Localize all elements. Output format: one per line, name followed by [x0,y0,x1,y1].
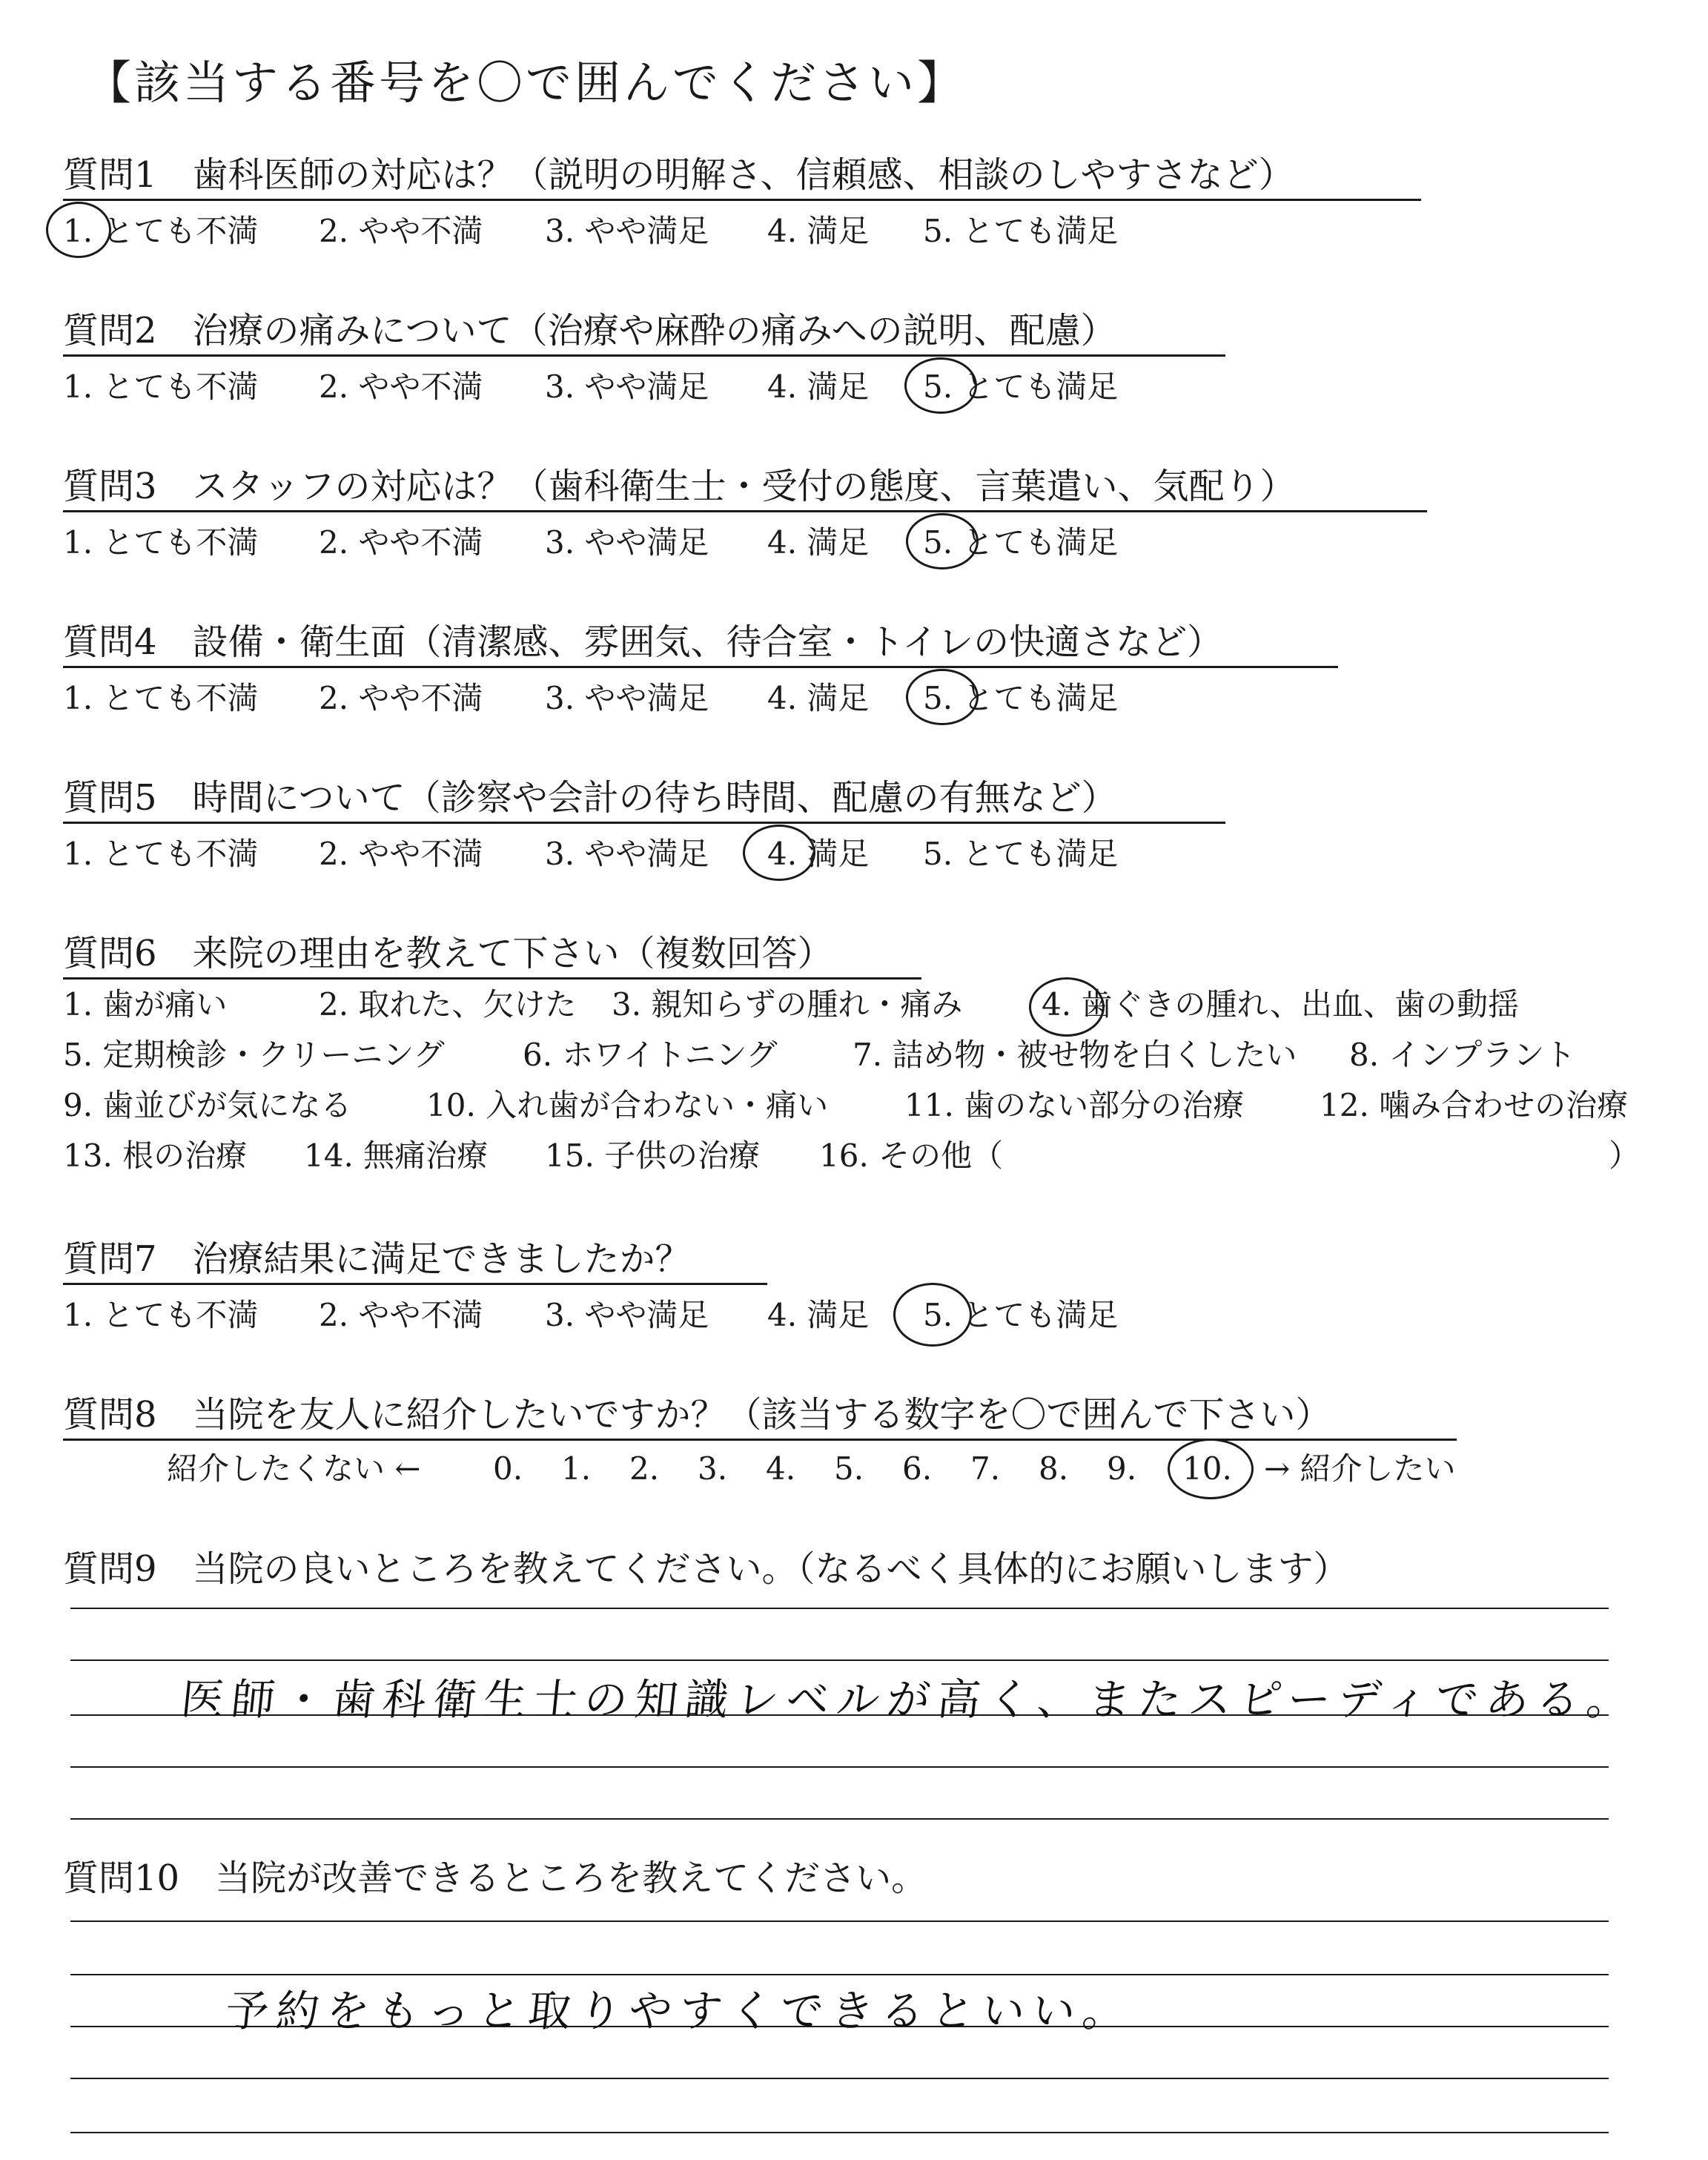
question-6-underline [63,977,921,980]
q2-answer-circle [904,357,977,414]
q6-option-12[interactable]: 12. 噛み合わせの治療 [1320,1087,1629,1123]
q8-score-4[interactable]: 4. [766,1450,796,1487]
q6-option-5[interactable]: 5. 定期検診・クリーニング [63,1037,445,1073]
q5-answer-circle [743,825,815,881]
q4-answer-circle [906,669,979,725]
q10-answer-line-2 [70,1974,1609,1975]
q10-answer-line-4 [70,2078,1609,2079]
question-7-underline [63,1283,767,1285]
question-7-label: 質問7 治療結果に満足できましたか？ [63,1238,691,1280]
question-1-underline [63,199,1421,201]
q8-score-1[interactable]: 1. [561,1450,592,1487]
q8-score-9[interactable]: 9. [1107,1450,1137,1487]
q6-option-6[interactable]: 6. ホワイトニング [523,1037,778,1073]
question-2-underline [63,354,1225,357]
q6-option-16-close-paren: ） [1609,1137,1641,1174]
q9-answer-line-4 [70,1766,1609,1768]
q6-option-1[interactable]: 1. 歯が痛い [63,986,228,1023]
question-1-label: 質問1 歯科医師の対応は？（説明の明解さ、信頼感、相談のしやすさなど） [63,154,1294,196]
q1-option-2[interactable]: 2. やや不満 [319,213,483,249]
q8-score-5[interactable]: 5. [834,1450,864,1487]
q6-option-9[interactable]: 9. 歯並びが気になる [63,1087,352,1123]
q8-score-2[interactable]: 2. [629,1450,660,1487]
page-title: 【該当する番号を〇で囲んでください】 [85,56,967,110]
q6-option-11[interactable]: 11. 歯のない部分の治療 [904,1087,1245,1123]
q2-option-3[interactable]: 3. やや満足 [545,369,709,405]
q2-option-5[interactable]: 5. とても満足 [923,369,1119,405]
q7-option-2[interactable]: 2. やや不満 [319,1297,483,1333]
q1-option-4[interactable]: 4. 満足 [767,213,870,249]
question-6-label: 質問6 来院の理由を教えて下さい（複数回答） [63,933,833,974]
q2-option-2[interactable]: 2. やや不満 [319,369,483,405]
q3-option-1[interactable]: 1. とても不満 [63,524,259,561]
q6-option-2[interactable]: 2. 取れた、欠けた [319,986,577,1023]
question-2-label: 質問2 治療の痛みについて（治療や麻酔の痛みへの説明、配慮） [63,310,1116,351]
question-4-label: 質問4 設備・衛生面（清潔感、雰囲気、待合室・トイレの快適さなど） [63,621,1223,663]
q7-option-5[interactable]: 5. とても満足 [923,1297,1119,1333]
q10-answer-line-5 [70,2132,1609,2133]
question-9-label: 質問9 当院の良いところを教えてください。（なるべく具体的にお願いします） [63,1548,1349,1590]
q7-option-3[interactable]: 3. やや満足 [545,1297,709,1333]
q6-option-15[interactable]: 15. 子供の治療 [545,1137,761,1174]
q8-score-10[interactable]: 10. [1182,1450,1232,1487]
q5-option-5[interactable]: 5. とても満足 [923,836,1119,872]
q3-option-2[interactable]: 2. やや不満 [319,524,483,561]
q4-option-4[interactable]: 4. 満足 [767,680,870,716]
q2-option-4[interactable]: 4. 満足 [767,369,870,405]
question-10-label: 質問10 当院が改善できるところを教えてください。 [63,1857,927,1899]
q5-option-2[interactable]: 2. やや不満 [319,836,483,872]
q6-option-16[interactable]: 16. その他（ [819,1137,1004,1174]
q1-option-5[interactable]: 5. とても満足 [923,213,1119,249]
q6-option-10[interactable]: 10. 入れ歯が合わない・痛い [426,1087,829,1123]
q6-option-8[interactable]: 8. インプラント [1349,1037,1576,1073]
question-8-label: 質問8 当院を友人に紹介したいですか？（該当する数字を〇で囲んで下さい） [63,1394,1331,1436]
q6-option-13[interactable]: 13. 根の治療 [63,1137,248,1174]
q6-option-4[interactable]: 4. 歯ぐきの腫れ、出血、歯の動揺 [1042,986,1519,1023]
q5-option-1[interactable]: 1. とても不満 [63,836,259,872]
q3-option-3[interactable]: 3. やや満足 [545,524,709,561]
q6-option-14[interactable]: 14. 無痛治療 [304,1137,489,1174]
q3-answer-circle [906,513,979,569]
q4-option-2[interactable]: 2. やや不満 [319,680,483,716]
q8-score-0[interactable]: 0. [493,1450,523,1487]
q4-option-1[interactable]: 1. とても不満 [63,680,259,716]
question-3-underline [63,510,1427,512]
q6-answer-circle [1029,977,1105,1037]
question-5-underline [63,822,1225,824]
q8-score-8[interactable]: 8. [1039,1450,1069,1487]
q8-score-7[interactable]: 7. [970,1450,1001,1487]
q6-option-3[interactable]: 3. 親知らずの腫れ・痛み [612,986,963,1023]
q7-option-1[interactable]: 1. とても不満 [63,1297,259,1333]
question-4-underline [63,666,1338,668]
q8-scale-right-label: → 紹介したい [1264,1450,1456,1487]
q10-handwritten-answer: 予約をもっと取りやすくできるといい。 [222,1986,1136,2036]
q5-option-4[interactable]: 4. 満足 [767,836,870,872]
question-8-underline [63,1439,1457,1441]
q7-option-4[interactable]: 4. 満足 [767,1297,870,1333]
q3-option-4[interactable]: 4. 満足 [767,524,870,561]
q8-scale-left-label: 紹介したくない ← [167,1450,421,1487]
q8-answer-circle [1168,1439,1254,1499]
question-5-label: 質問5 時間について（診察や会計の待ち時間、配慮の有無など） [63,777,1117,819]
q1-option-3[interactable]: 3. やや満足 [545,213,709,249]
q6-option-7[interactable]: 7. 詰め物・被せ物を白くしたい [853,1037,1297,1073]
question-3-label: 質問3 スタッフの対応は？（歯科衛生士・受付の態度、言葉遣い、気配り） [63,466,1296,507]
q3-option-5[interactable]: 5. とても満足 [923,524,1119,561]
q9-answer-line-2 [70,1659,1609,1661]
q4-option-5[interactable]: 5. とても満足 [923,680,1119,716]
q10-answer-line-1 [70,1920,1609,1922]
q8-score-6[interactable]: 6. [902,1450,933,1487]
q5-option-3[interactable]: 3. やや満足 [545,836,709,872]
q8-score-3[interactable]: 3. [698,1450,728,1487]
q9-answer-line-1 [70,1608,1609,1609]
q1-option-1[interactable]: 1. とても不満 [63,213,259,249]
q2-option-1[interactable]: 1. とても不満 [63,369,259,405]
q4-option-3[interactable]: 3. やや満足 [545,680,709,716]
q1-answer-circle [46,202,111,258]
q9-handwritten-answer: 医師・歯科衛生士の知識レベルが高く、またスピーディである。 [178,1674,1640,1725]
q9-answer-line-5 [70,1818,1609,1820]
q7-answer-circle [893,1283,972,1347]
